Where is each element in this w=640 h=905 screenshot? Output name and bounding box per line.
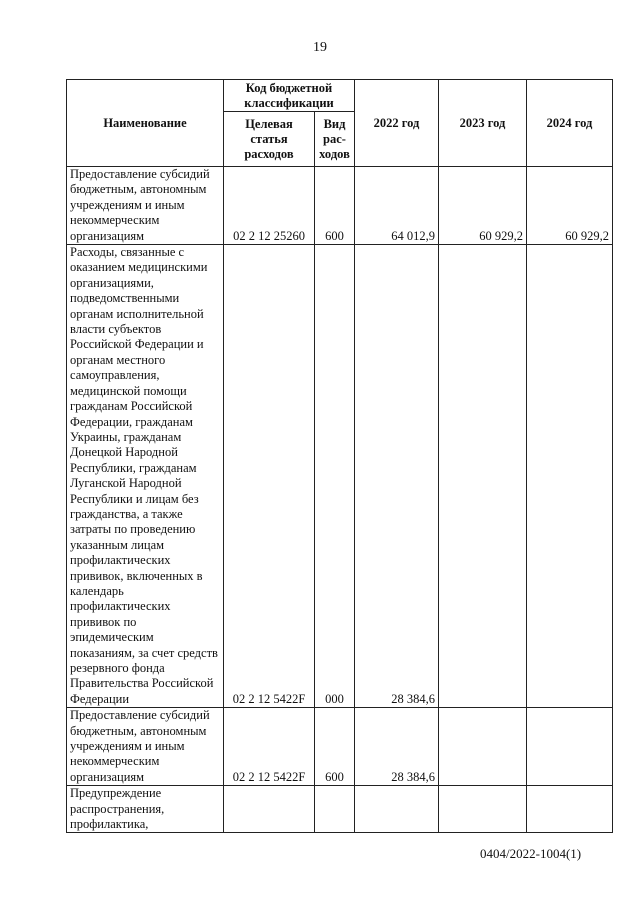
header-name: Наименование (67, 80, 224, 167)
budget-table (66, 79, 613, 833)
row-value-2023 (439, 786, 527, 833)
row-name: Расходы, связанные с оказанием медицинскими организациями, подведомственными органам исполнительной власти субъектов Российской Федерации и органам местного самоуправления, медицинской помощи гражданам Российской Федерации, гражданам Украины, гражданам Донецкой Народной Республики, гражданам Луганской Народной Республики и лицам без гражданства, а также затраты по проведению указанным лицам профилактических прививок, включенных в календарь профилактических прививок по эпидемическим показаниям, за счет средств резервного фонда Правительства Российской Федерации (67, 245, 224, 708)
row-value-2023: 60 929,2 (439, 167, 527, 245)
page-number: 19 (313, 40, 327, 55)
row-kind-code: 000 (315, 245, 355, 708)
table-row (67, 786, 613, 833)
header-expense-kind: Вид рас-ходов (315, 112, 355, 167)
row-value-2024 (527, 245, 613, 708)
row-value-2022: 28 384,6 (355, 245, 439, 708)
row-target-code: 02 2 12 25260 (224, 167, 315, 245)
row-value-2024 (527, 708, 613, 786)
header-2022: 2022 год (355, 80, 439, 167)
row-value-2023 (439, 708, 527, 786)
row-target-code: 02 2 12 5422F (224, 708, 315, 786)
table-row (67, 167, 613, 245)
row-value-2023 (439, 245, 527, 708)
row-value-2022: 28 384,6 (355, 708, 439, 786)
header-2023: 2023 год (439, 80, 527, 167)
row-value-2024: 60 929,2 (527, 167, 613, 245)
table-row (67, 708, 613, 786)
row-target-code (224, 786, 315, 833)
table-row (67, 245, 613, 708)
row-value-2022 (355, 786, 439, 833)
header-2024: 2024 год (527, 80, 613, 167)
row-value-2024 (527, 786, 613, 833)
row-target-code: 02 2 12 5422F (224, 245, 315, 708)
row-name: Предупреждение распространения, профилактика, (67, 786, 224, 833)
header-classification: Код бюджетной классификации (224, 80, 355, 112)
document-code: 0404/2022-1004(1) (480, 846, 582, 861)
row-kind-code: 600 (315, 167, 355, 245)
row-name: Предоставление субсидий бюджетным, автономным учреждениям и иным некоммерческим организациям (67, 708, 224, 786)
row-value-2022: 64 012,9 (355, 167, 439, 245)
header-target-article: Целевая статья расходов (224, 112, 315, 167)
row-kind-code: 600 (315, 708, 355, 786)
row-kind-code (315, 786, 355, 833)
row-name: Предоставление субсидий бюджетным, автономным учреждениям и иным некоммерческим организациям (67, 167, 224, 245)
